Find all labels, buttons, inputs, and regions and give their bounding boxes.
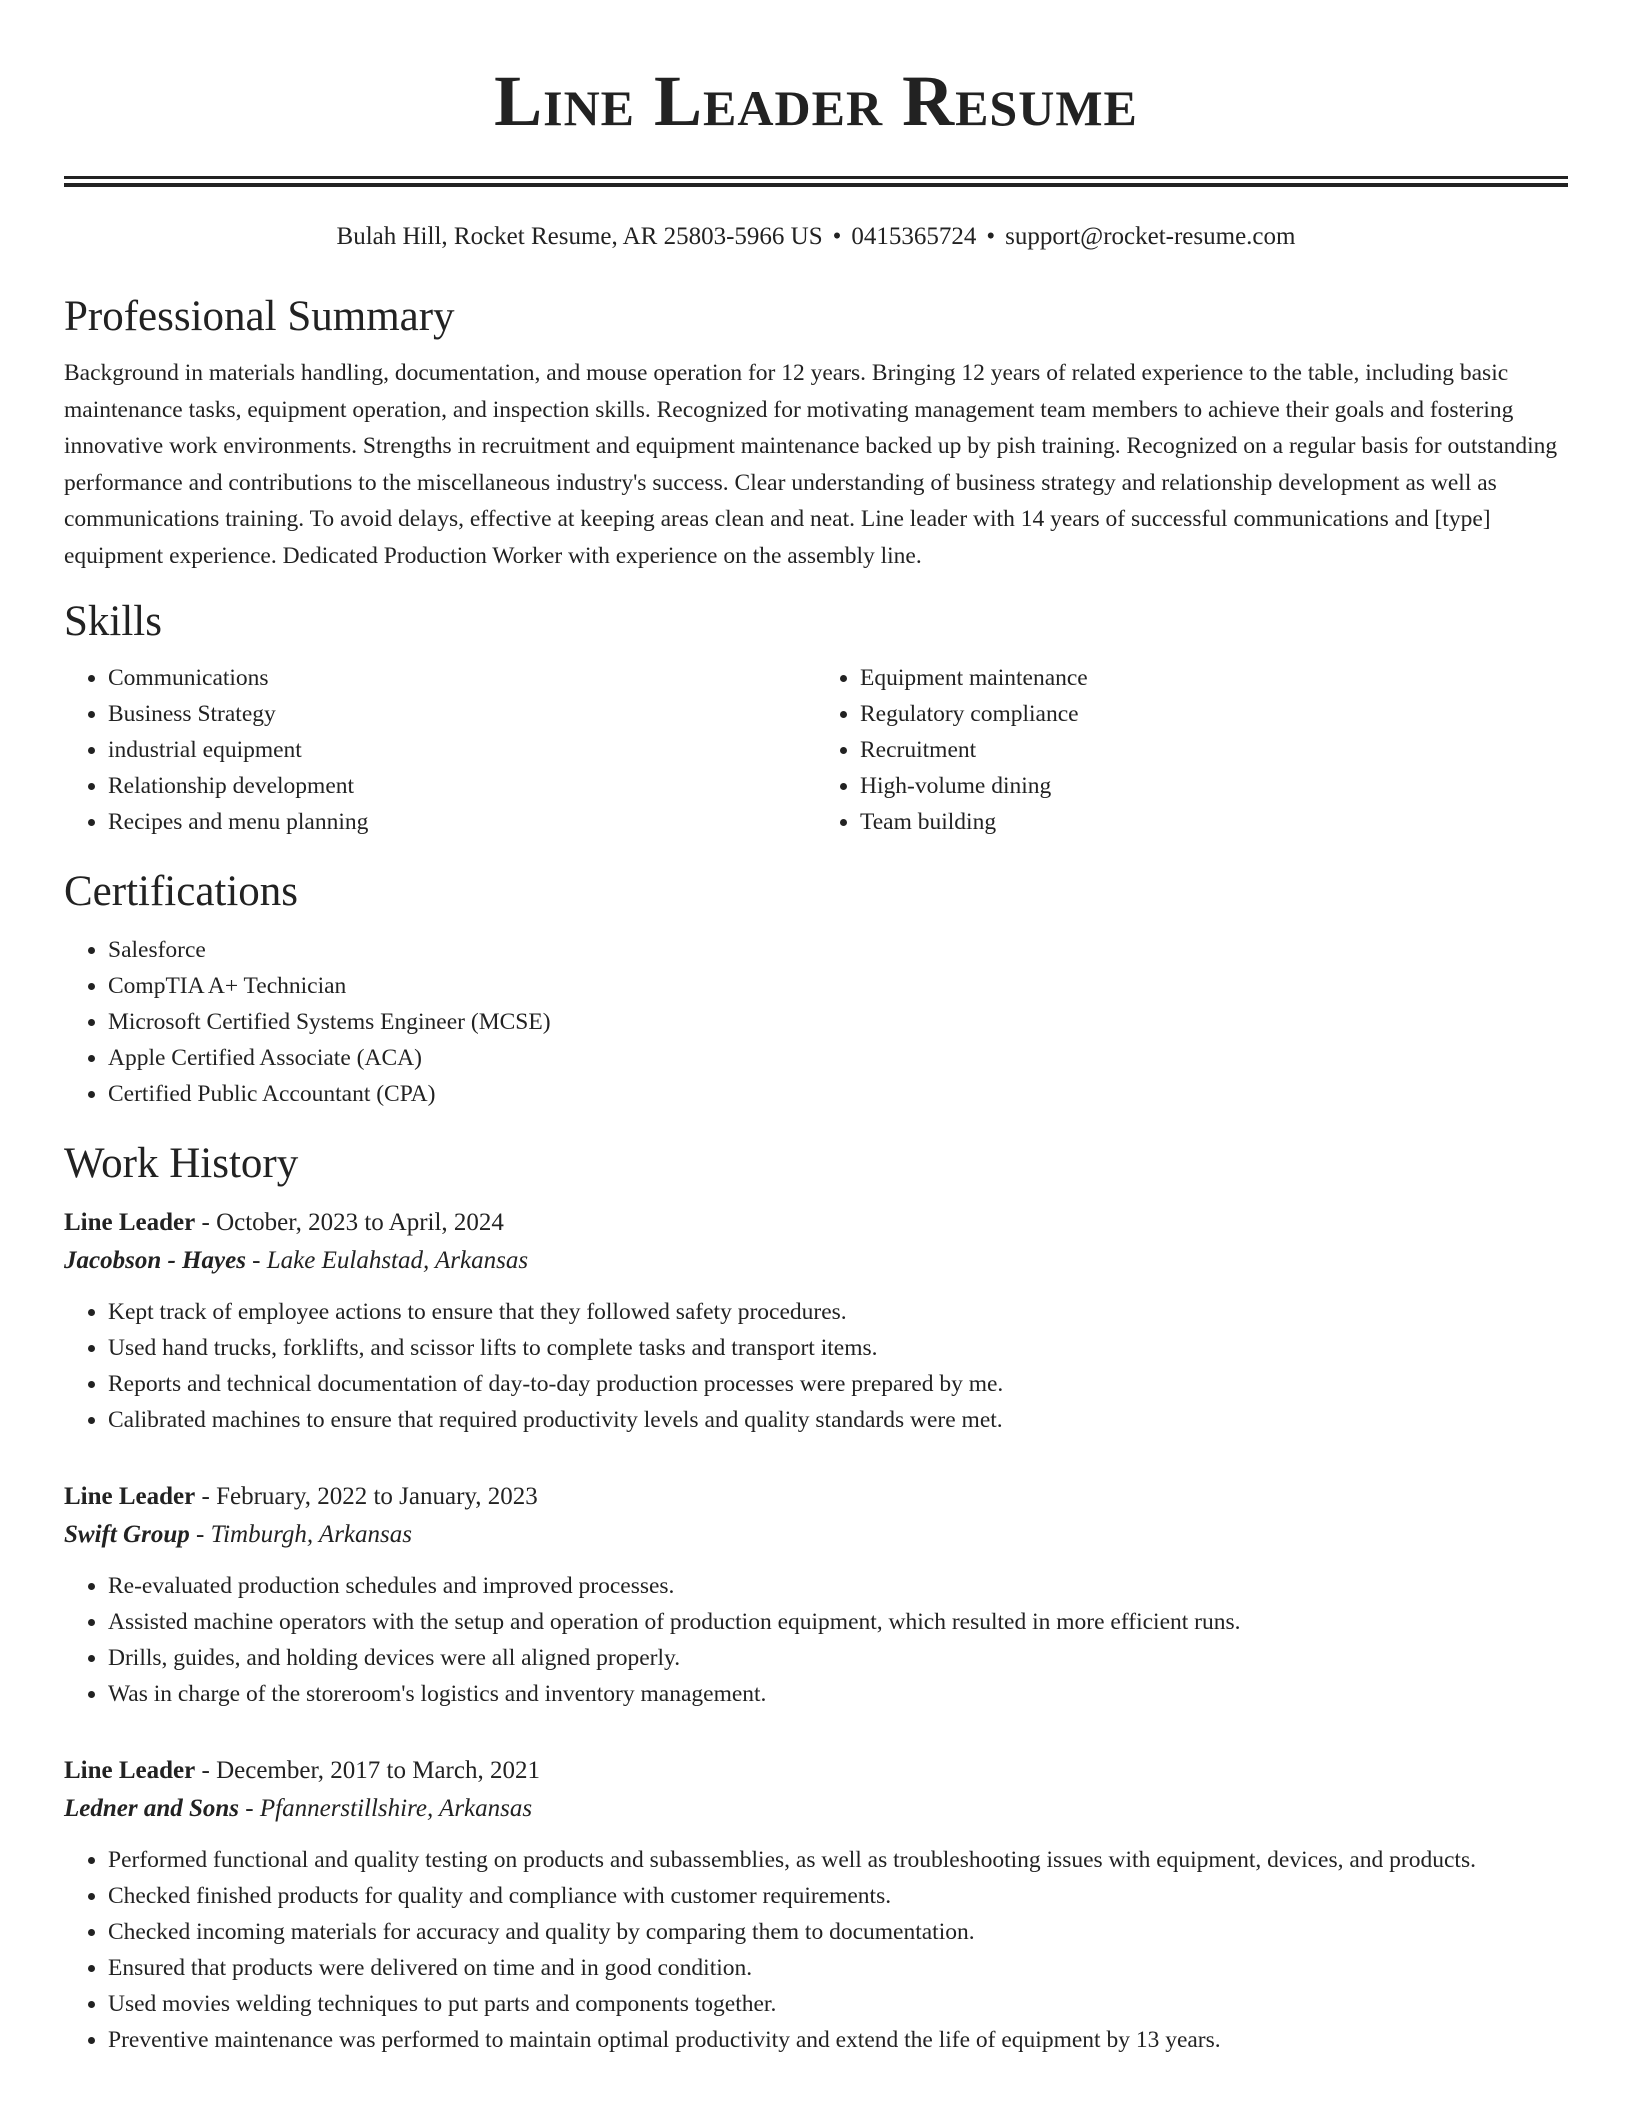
job-bullets	[64, 1842, 1568, 2058]
skills-list-right	[816, 660, 1568, 840]
job-bullets	[64, 1568, 1568, 1712]
job-title-line: Line Leader - December, 2017 to March, 2021	[64, 1757, 540, 1784]
job-company-line: Ledner and Sons - Pfannerstillshire, Arkansas	[64, 1795, 533, 1822]
job-company-line: Jacobson - Hayes - Lake Eulahstad, Arkansas	[64, 1247, 529, 1274]
job-title: Line Leader	[64, 1209, 196, 1236]
job-bullet: • Performed functional and quality testing on products and subassemblies, as well as troubleshooting issues with equipment, devices, and products.	[108, 1842, 1568, 1878]
summary-section	[64, 291, 1568, 574]
certifications-list	[64, 932, 1568, 1112]
skill-item: • Recipes and menu planning	[108, 804, 816, 840]
job-bullet: • Checked finished products for quality and compliance with customer requirements.	[108, 1878, 1568, 1914]
job-dates: October, 2023 to April, 2024	[216, 1209, 504, 1236]
skill-item: • Equipment maintenance	[860, 660, 1568, 696]
skills-list-left	[64, 660, 816, 840]
skills-section	[64, 596, 1568, 840]
page-title: Line Leader Resume	[494, 61, 1138, 141]
work-history-heading: Work History	[64, 1140, 299, 1187]
contact-email: support@rocket-resume.com	[1005, 223, 1296, 250]
job-entry	[64, 1204, 1568, 1438]
certifications-section	[64, 866, 1568, 1112]
certification-item: • Microsoft Certified Systems Engineer (MCSE)	[108, 1004, 1568, 1040]
work-history-section	[64, 1138, 1568, 2058]
job-bullet: • Calibrated machines to ensure that required productivity levels and quality standards were met.	[108, 1402, 1568, 1438]
skill-item: • Business Strategy	[108, 696, 816, 732]
skill-item: • High-volume dining	[860, 768, 1568, 804]
job-dates: February, 2022 to January, 2023	[216, 1483, 538, 1510]
certification-item: • Salesforce	[108, 932, 1568, 968]
skill-item: • Regulatory compliance	[860, 696, 1568, 732]
job-bullet: • Kept track of employee actions to ensure that they followed safety procedures.	[108, 1294, 1568, 1330]
job-bullet: • Re-evaluated production schedules and improved processes.	[108, 1568, 1568, 1604]
contact-separator: •	[832, 223, 842, 250]
job-location: Pfannerstillshire, Arkansas	[259, 1795, 533, 1822]
contact-line	[64, 221, 1568, 253]
job-company: Ledner and Sons	[64, 1795, 240, 1822]
job-title-line: Line Leader - October, 2023 to April, 2024	[64, 1209, 504, 1236]
job-bullets	[64, 1294, 1568, 1438]
job-bullet: • Assisted machine operators with the setup and operation of production equipment, which resulted in more efficient runs.	[108, 1604, 1568, 1640]
certification-item: • Apple Certified Associate (ACA)	[108, 1040, 1568, 1076]
skills-heading: Skills	[64, 598, 162, 645]
skills-grid	[64, 660, 1568, 840]
job-company: Swift Group	[64, 1521, 190, 1548]
job-location: Lake Eulahstad, Arkansas	[266, 1247, 529, 1274]
contact-address: Bulah Hill, Rocket Resume, AR 25803-5966 US	[336, 223, 823, 250]
summary-heading: Professional Summary	[64, 293, 455, 340]
title-divider	[64, 176, 1568, 187]
job-title-line: Line Leader - February, 2022 to January, 2023	[64, 1483, 538, 1510]
skill-item: • Recruitment	[860, 732, 1568, 768]
certification-item: • CompTIA A+ Technician	[108, 968, 1568, 1004]
skill-item: • Team building	[860, 804, 1568, 840]
job-title: Line Leader	[64, 1483, 196, 1510]
job-bullet: • Checked incoming materials for accuracy and quality by comparing them to documentation.	[108, 1914, 1568, 1950]
job-bullet: • Drills, guides, and holding devices were all aligned properly.	[108, 1640, 1568, 1676]
job-entry	[64, 1752, 1568, 2058]
job-company-line: Swift Group - Timburgh, Arkansas	[64, 1521, 412, 1548]
certifications-heading: Certifications	[64, 868, 299, 915]
certification-item: • Certified Public Accountant (CPA)	[108, 1076, 1568, 1112]
contact-phone: 0415365724	[851, 223, 977, 250]
job-bullet: • Used hand trucks, forklifts, and scissor lifts to complete tasks and transport items.	[108, 1330, 1568, 1366]
job-title: Line Leader	[64, 1757, 196, 1784]
job-bullet: • Was in charge of the storeroom's logistics and inventory management.	[108, 1676, 1568, 1712]
job-location: Timburgh, Arkansas	[210, 1521, 412, 1548]
skill-item: • Communications	[108, 660, 816, 696]
job-bullet: • Reports and technical documentation of day-to-day production processes were prepared by me.	[108, 1366, 1568, 1402]
job-bullet: • Used movies welding techniques to put parts and components together.	[108, 1986, 1568, 2022]
job-entry	[64, 1478, 1568, 1712]
skill-item: • industrial equipment	[108, 732, 816, 768]
job-dates: December, 2017 to March, 2021	[216, 1757, 540, 1784]
job-company: Jacobson - Hayes	[64, 1247, 246, 1274]
job-bullet: • Preventive maintenance was performed to maintain optimal productivity and extend the life of equipment by 13 years.	[108, 2022, 1568, 2058]
skill-item: • Relationship development	[108, 768, 816, 804]
summary-text: Background in materials handling, documentation, and mouse operation for 12 years. Bringing 12 years of related experience to the table, including basic maintenance tasks, equipment operation, and inspection skills. Recognized for motivating management team members to achieve their goals and fostering innovative work environments. Strengths in recruitment and equipment maintenance backed up by pish training. Recognized on a regular basis for outstanding performance and contributions to the miscellaneous industry's success. Clear understanding of business strategy and relationship development as well as communications training. To avoid delays, effective at keeping areas clean and neat. Line leader with 14 years of successful communications and [type] equipment experience. Dedicated Production Worker with experience on the assembly line.	[64, 360, 1558, 569]
contact-separator: •	[986, 223, 996, 250]
job-bullet: • Ensured that products were delivered on time and in good condition.	[108, 1950, 1568, 1986]
